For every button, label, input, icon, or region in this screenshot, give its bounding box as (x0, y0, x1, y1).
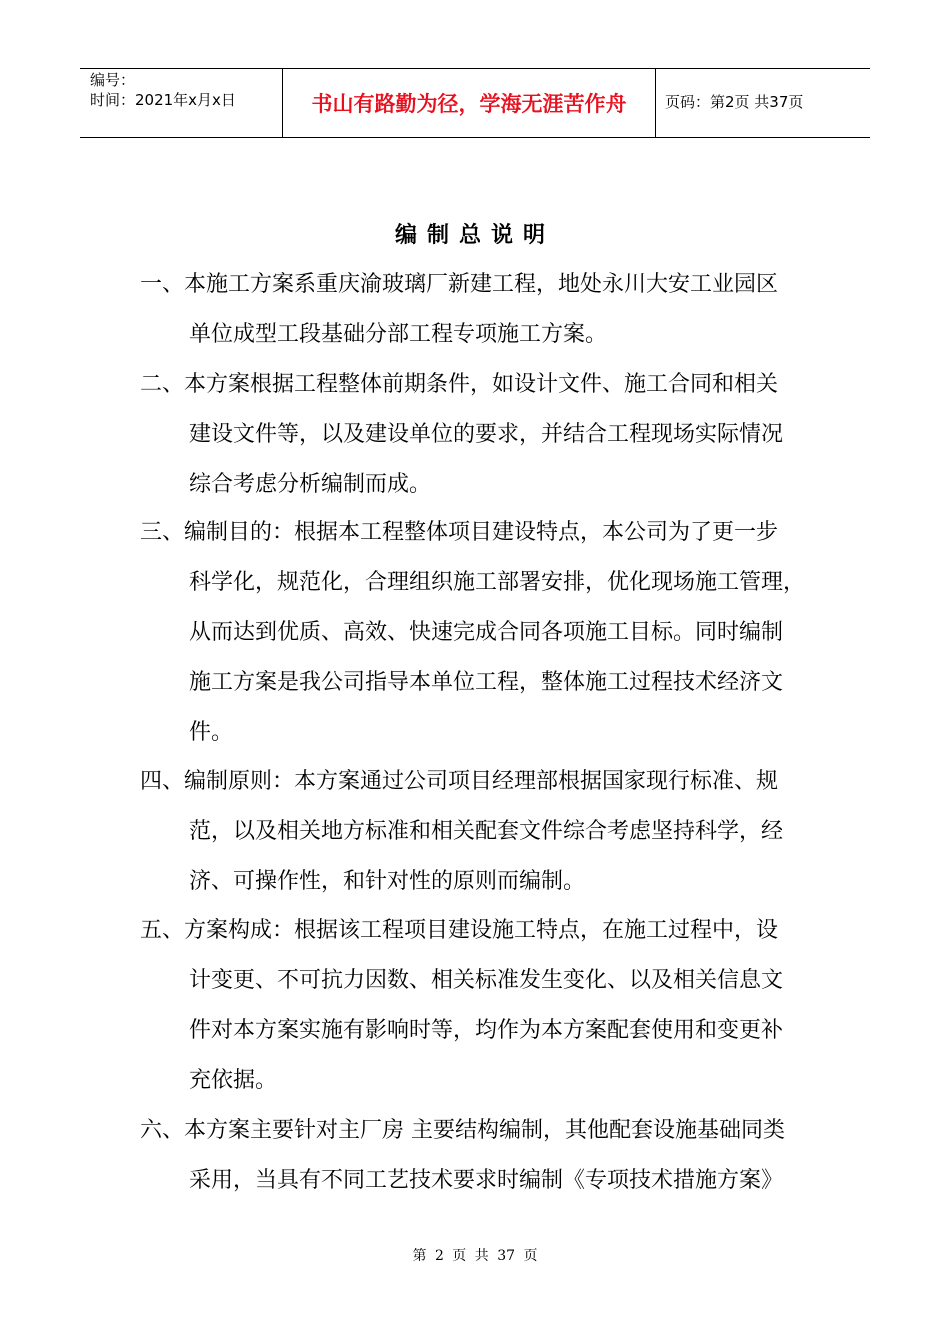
paragraph-3 (140, 508, 830, 758)
header-motto-cell (282, 69, 656, 137)
paragraph-line: 济、可操作性，和针对性的原则而编制。 (189, 869, 586, 894)
paragraph-line: 采用，当具有不同工艺技术要求时编制《专项技术措施方案》 (189, 1168, 784, 1193)
paragraph-line: 单位成型工段基础分部工程专项施工方案。 (189, 322, 608, 347)
paragraph-line: 施工方案是我公司指导本单位工程，整体施工过程技术经济文 (189, 670, 784, 695)
paragraph-2 (140, 360, 830, 510)
paragraph-line: 二、本方案根据工程整体前期条件，如设计文件、施工合同和相关 (140, 372, 779, 397)
header-page-info: 页码：第2页 共37页 (665, 93, 804, 111)
paragraph-line: 科学化，规范化，合理组织施工部署安排，优化现场施工管理， (189, 570, 806, 595)
header-page-cell (655, 69, 870, 137)
page-footer: 第 2 页 共 37 页 (412, 1248, 538, 1264)
paragraph-5 (140, 906, 830, 1106)
paragraph-line: 计变更、不可抗力因数、相关标准发生变化、以及相关信息文 (189, 968, 784, 993)
paragraph-4 (140, 757, 830, 907)
paragraph-1 (140, 260, 830, 360)
paragraph-line: 五、方案构成：根据该工程项目建设施工特点，在施工过程中，设 (140, 918, 779, 943)
paragraph-line: 六、本方案主要针对主厂房 主要结构编制，其他配套设施基础同类 (140, 1118, 785, 1143)
document-title: 编制总说明 (394, 222, 555, 248)
paragraph-line: 范，以及相关地方标准和相关配套文件综合考虑坚持科学，经 (189, 819, 784, 844)
document-date-label: 时间：2021年x月x日 (90, 91, 236, 109)
header-motto: 书山有路勤为径，学海无涯苦作舟 (311, 92, 627, 116)
paragraph-line: 建设文件等，以及建设单位的要求，并结合工程现场实际情况 (189, 422, 784, 447)
paragraph-line: 充依据。 (189, 1068, 278, 1093)
paragraph-line: 从而达到优质、高效、快速完成合同各项施工目标。同时编制 (189, 620, 784, 645)
paragraph-line: 综合考虑分析编制而成。 (189, 472, 432, 497)
header-meta-cell (80, 69, 282, 137)
paragraph-line: 一、本施工方案系重庆渝玻璃厂新建工程，地处永川大安工业园区 (140, 272, 779, 297)
paragraph-6 (140, 1106, 830, 1206)
page-header (80, 68, 870, 138)
paragraph-line: 件对本方案实施有影响时等，均作为本方案配套使用和变更补 (189, 1018, 784, 1043)
paragraph-line: 三、编制目的：根据本工程整体项目建设特点，本公司为了更一步 (140, 520, 779, 545)
paragraph-line: 件。 (189, 720, 234, 745)
paragraph-line: 四、编制原则：本方案通过公司项目经理部根据国家现行标准、规 (140, 769, 779, 794)
document-number-label: 编号： (90, 71, 136, 89)
